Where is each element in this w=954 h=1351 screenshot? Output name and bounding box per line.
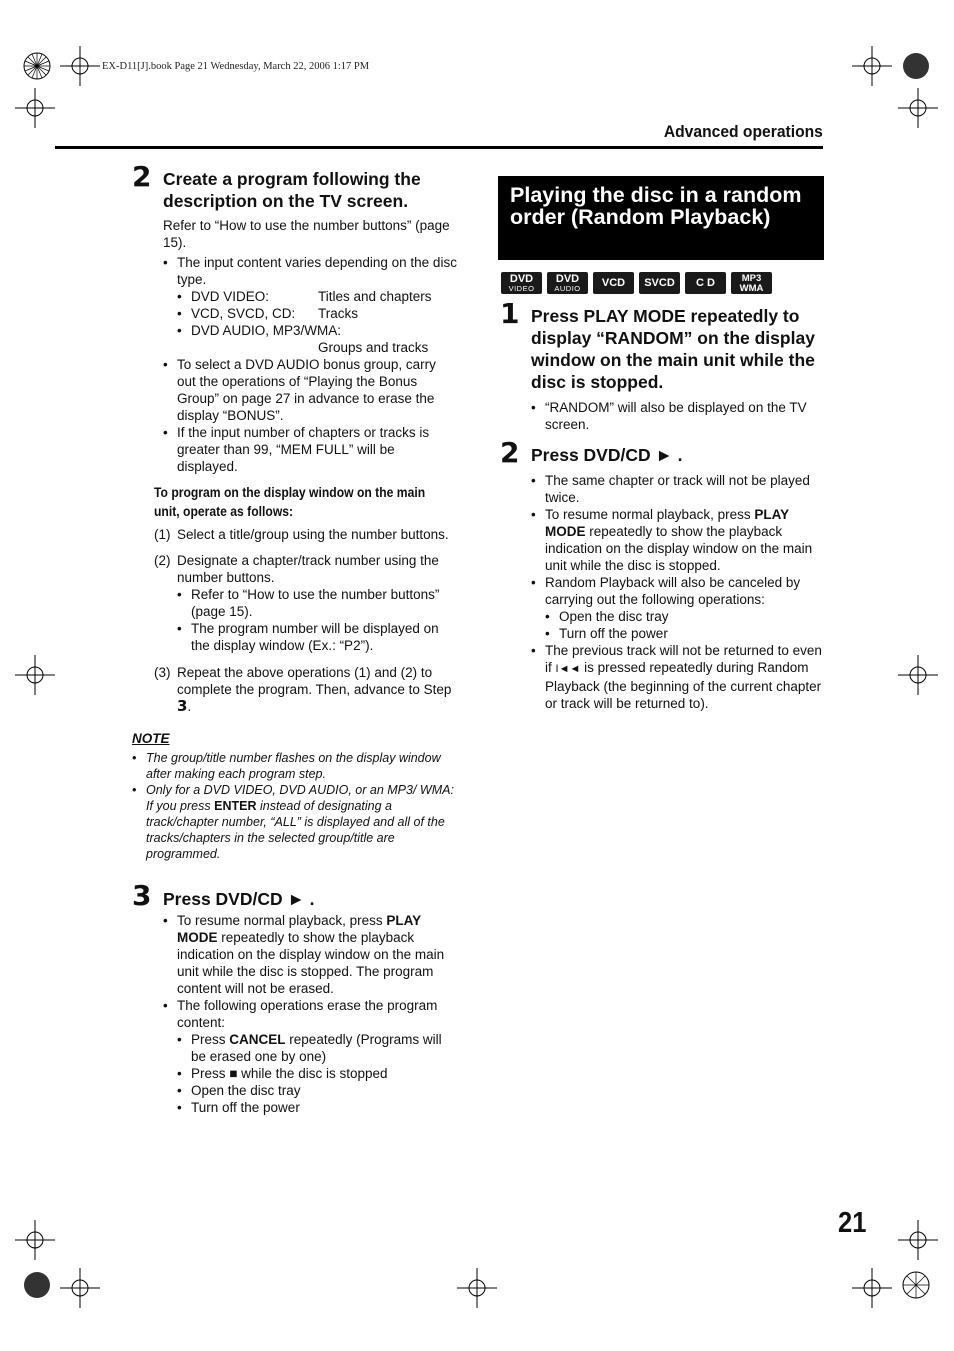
note-body <box>132 750 457 862</box>
list-item: (2) Designate a chapter/track number using the number buttons. • Refer to “How to use the number buttons” (page 15). • The program number will be displayed on the display window (Ex.: “P2”). <box>154 552 459 654</box>
list-item: • Turn off the power <box>177 1099 458 1116</box>
list-item: • Press CANCEL repeatedly (Programs will be erased one by one) <box>177 1031 458 1065</box>
list-item: (3) Repeat the above operations (1) and (2) to complete the program. Then, advance to Step 3. <box>154 665 452 715</box>
intro-text: Refer to “How to use the number buttons” (page 15). <box>163 218 450 250</box>
list-item: • DVD VIDEO: Titles and chapters <box>177 288 458 305</box>
step1-body <box>531 399 823 433</box>
step-heading: Create a program following the description on the TV screen. <box>163 169 421 211</box>
dvd-audio-badge: DVD AUDIO <box>547 272 588 294</box>
list-item: • Refer to “How to use the number buttons” (page 15). <box>177 586 459 620</box>
list-item: • The same chapter or track will not be played twice. <box>531 472 823 506</box>
list-item: • To resume normal playback, press PLAY MODE repeatedly to show the playback indication on the display window on the main unit while the disc is stopped. The program content will not be erased. <box>163 912 458 997</box>
step-heading: Press PLAY MODE repeatedly to display “RANDOM” on the display window on the main unit while the disc is stopped. <box>531 306 815 392</box>
list-item: • To select a DVD AUDIO bonus group, carry out the operations of “Playing the Bonus Group” on page 27 in advance to erase the display “BONUS”. <box>163 356 458 424</box>
crosshair-mark <box>447 1258 507 1318</box>
section-title: Advanced operations <box>663 122 823 141</box>
cd-badge: C D <box>685 272 726 294</box>
disc-badges <box>501 272 772 294</box>
dvd-video-badge: DVD VIDEO <box>501 272 542 294</box>
list-item: • “RANDOM” will also be displayed on the TV screen. <box>531 399 823 433</box>
crosshair-mark <box>888 645 948 705</box>
svcd-badge: SVCD <box>639 272 680 294</box>
previous-track-icon: I◄◄ <box>555 663 581 675</box>
list-item: • The group/title number flashes on the display window after making each program step. <box>132 750 457 782</box>
list-item: • The program number will be displayed on the display window (Ex.: “P2”). <box>177 620 459 654</box>
step-number: 2 <box>500 436 520 469</box>
list-item: • The input content varies depending on the disc type. • DVD VIDEO: Titles and chapters • VCD, SVCD, CD: Tracks • DVD AUDIO, MP3/WMA: Groups and tracks <box>163 254 458 356</box>
list-item: • If the input number of chapters or tracks is greater than 99, “MEM FULL” will be displayed. <box>163 424 458 475</box>
step2-body <box>531 472 823 712</box>
list-item: • Only for a DVD VIDEO, DVD AUDIO, or an MP3/ WMA: If you press ENTER instead of designating a track/chapter number, “ALL” is displayed and all of the tracks/chapters in the selected group/title are programmed. <box>132 782 457 862</box>
page-number: 21 <box>838 1207 867 1239</box>
list-item: • VCD, SVCD, CD: Tracks <box>177 305 458 322</box>
section-heading: Playing the disc in a random order (Random Playback) <box>498 176 824 260</box>
crosshair-mark <box>5 645 65 705</box>
step-heading: Press DVD/CD ► . <box>531 445 683 465</box>
header-rule <box>55 146 823 149</box>
list-item: • Open the disc tray <box>545 608 823 625</box>
step-number: 2 <box>132 160 152 193</box>
numbered-list <box>154 526 459 715</box>
list-item: • Turn off the power <box>545 625 823 642</box>
note-label: NOTE <box>132 731 170 746</box>
list-item: • DVD AUDIO, MP3/WMA: Groups and tracks <box>177 322 458 356</box>
list-item: • Press ■ while the disc is stopped <box>177 1065 458 1082</box>
crosshair-mark <box>842 1258 902 1318</box>
list-item: • Random Playback will also be canceled by carrying out the following operations: • Open the disc tray • Turn off the power <box>531 574 823 642</box>
list-item: • Open the disc tray <box>177 1082 458 1099</box>
crosshair-mark <box>888 78 948 138</box>
crosshair-mark <box>50 1258 110 1318</box>
list-item: • The previous track will not be returned to even if I◄◄ is pressed repeatedly during Random Playback (the beginning of the current chapter or track will be returned to). <box>531 642 823 712</box>
step-heading: Press DVD/CD ► . <box>163 889 315 909</box>
step-number: 3 <box>132 879 152 912</box>
step2-body <box>163 217 458 475</box>
subheading: To program on the display window on the main unit, operate as follows: <box>154 485 426 519</box>
list-item: • To resume normal playback, press PLAY MODE repeatedly to show the playback indication on the display window on the main unit while the disc is stopped. <box>531 506 823 574</box>
crosshair-mark <box>5 78 65 138</box>
step-number: 1 <box>500 297 520 330</box>
step-ref: 3 <box>177 697 188 715</box>
list-item: • The following operations erase the program content: • Press CANCEL repeatedly (Programs will be erased one by one) • Press ■ while the disc is stopped • Open the disc tray • Turn off the power <box>163 997 458 1116</box>
vcd-badge: VCD <box>593 272 634 294</box>
list-item: (1) Select a title/group using the number buttons. <box>154 527 449 542</box>
disc-type-list <box>177 288 458 356</box>
file-info: EX-D11[J].book Page 21 Wednesday, March 22, 2006 1:17 PM <box>102 61 370 72</box>
step3-body <box>163 912 458 1116</box>
mp3-wma-badge: MP3 WMA <box>731 272 772 294</box>
